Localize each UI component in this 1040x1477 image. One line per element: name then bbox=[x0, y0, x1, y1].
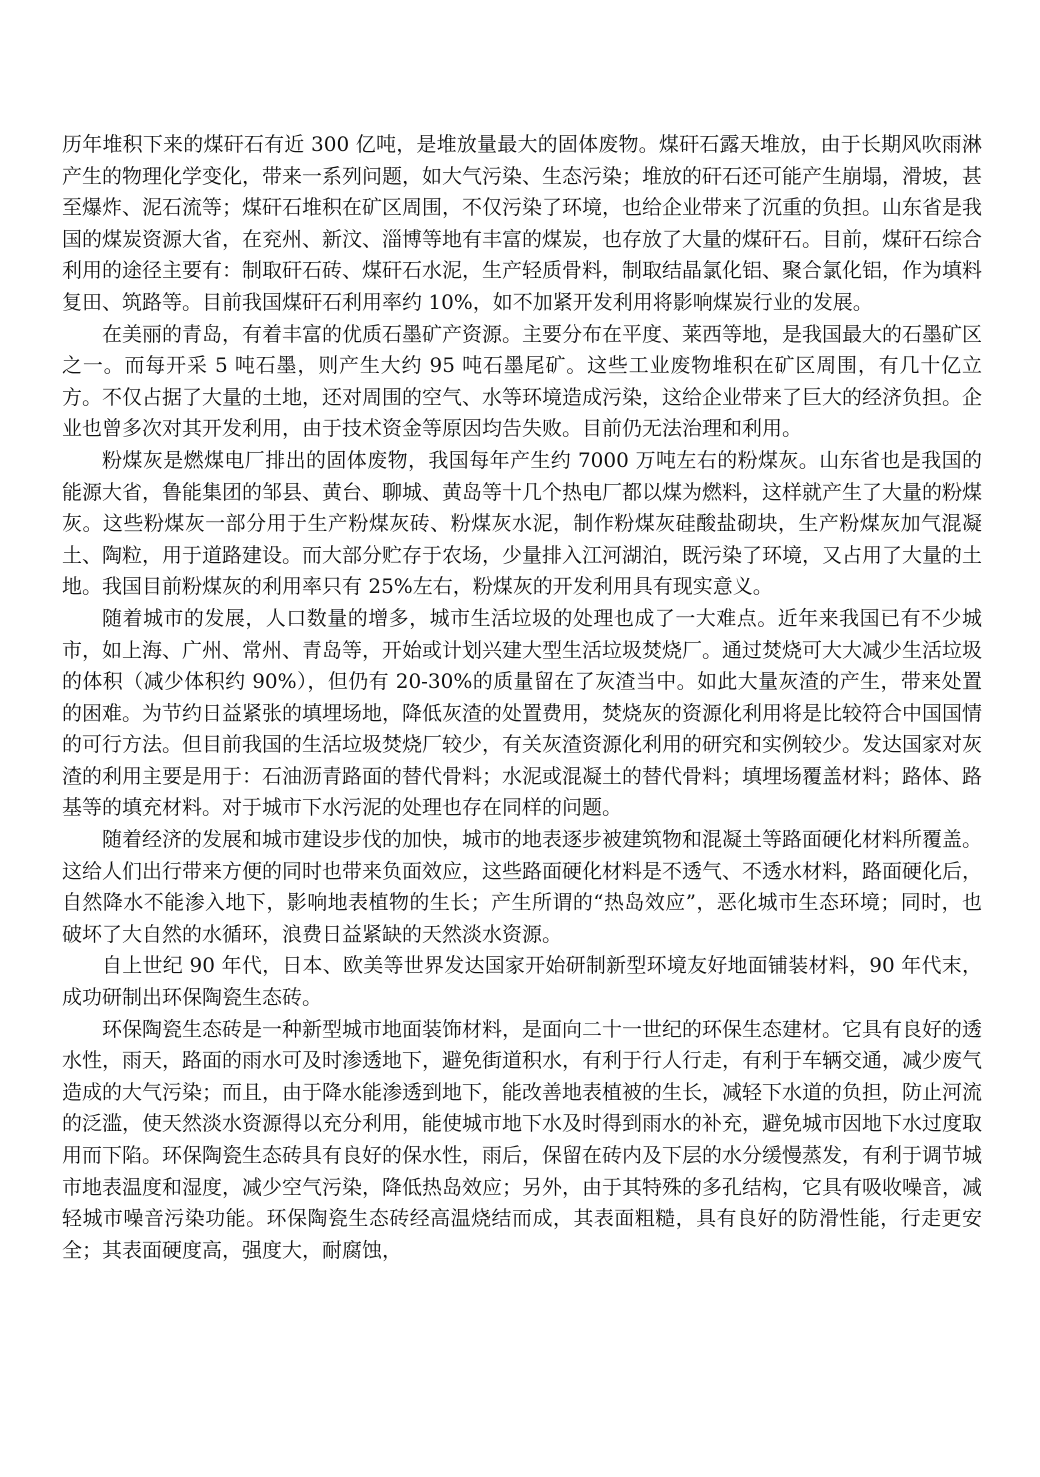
paragraph-incineration-ash: 随着城市的发展，人口数量的增多，城市生活垃圾的处理也成了一大难点。近年来我国已有不少城市，如上海、广州、常州、青岛等，开始或计划兴建大型生活垃圾焚烧厂。通过焚烧可大大减少生活垃圾的体积（减少体积约 90%），但仍有 20-30%的质量留在了灰渣当中。如此大量灰渣的产生，带来处置的困难。为节约日益紧张的填埋场地，降低灰渣的处置费用，焚烧灰的资源化利用将是比较符合中国国情的可行方法。但目前我国的生活垃圾焚烧厂较少，有关灰渣资源化利用的研究和实例较少。发达国家对灰渣的利用主要是用于：石油沥青路面的替代骨料；水泥或混凝土的替代骨料；填埋场覆盖材料；路体、路基等的填充材料。对于城市下水污泥的处理也存在同样的问题。 bbox=[62, 605, 982, 820]
paragraph-history: 自上世纪 90 年代，日本、欧美等世界发达国家开始研制新型环境友好地面铺装材料，90 年代末，成功研制出环保陶瓷生态砖。 bbox=[62, 953, 982, 1010]
paragraph-fly-ash: 粉煤灰是燃煤电厂排出的固体废物，我国每年产生约 7000 万吨左右的粉煤灰。山东省也是我国的能源大省，鲁能集团的邹县、黄台、聊城、黄岛等十几个热电厂都以煤为燃料，这样就产生了大量的粉煤灰。这些粉煤灰一部分用于生产粉煤灰砖、粉煤灰水泥，制作粉煤灰硅酸盐砌块，生产粉煤灰加气混凝土、陶粒，用于道路建设。而大部分贮存于农场，少量排入江河湖泊，既污染了环境，又占用了大量的土地。我国目前粉煤灰的利用率只有 25%左右，粉煤灰的开发利用具有现实意义。 bbox=[62, 447, 982, 599]
paragraph-hardened-roads: 随着经济的发展和城市建设步伐的加快，城市的地表逐步被建筑物和混凝土等路面硬化材料所覆盖。这给人们出行带来方便的同时也带来负面效应，这些路面硬化材料是不透气、不透水材料，路面硬化后，自然降水不能渗入地下，影响地表植物的生长；产生所谓的“热岛效应”，恶化城市生态环境；同时，也破坏了大自然的水循环，浪费日益紧缺的天然淡水资源。 bbox=[62, 827, 982, 946]
paragraph-graphite-tailings: 在美丽的青岛，有着丰富的优质石墨矿产资源。主要分布在平度、莱西等地，是我国最大的石墨矿区之一。而每开采 5 吨石墨，则产生大约 95 吨石墨尾矿。这些工业废物堆积在矿区周围，有几十亿立方。不仅占据了大量的土地，还对周围的空气、水等环境造成污染，这给企业带来了巨大的经济负担。企业也曾多次对其开发利用，由于技术资金等原因均告失败。目前仍无法治理和利用。 bbox=[62, 321, 982, 441]
document-body bbox=[62, 129, 982, 1266]
paragraph-eco-brick: 环保陶瓷生态砖是一种新型城市地面装饰材料，是面向二十一世纪的环保生态建材。它具有良好的透水性，雨天，路面的雨水可及时渗透地下，避免街道积水，有利于行人行走，有利于车辆交通，减少废气造成的大气污染；而且，由于降水能渗透到地下，能改善地表植被的生长，减轻下水道的负担，防止河流的泛滥，使天然淡水资源得以充分利用，能使城市地下水及时得到雨水的补充，避免城市因地下水过度取用而下陷。环保陶瓷生态砖具有良好的保水性，雨后，保留在砖内及下层的水分缓慢蒸发，有利于调节城市地表温度和湿度，减少空气污染，降低热岛效应；另外，由于其特殊的多孔结构，它具有吸收噪音，减轻城市噪音污染功能。环保陶瓷生态砖经高温烧结而成，其表面粗糙，具有良好的防滑性能，行走更安全；其表面硬度高，强度大，耐腐蚀， bbox=[62, 1016, 982, 1262]
paragraph-coal-gangue: 历年堆积下来的煤矸石有近 300 亿吨，是堆放量最大的固体废物。煤矸石露天堆放，由于长期风吹雨淋产生的物理化学变化，带来一系列问题，如大气污染、生态污染；堆放的矸石还可能产生崩塌，滑坡，甚至爆炸、泥石流等；煤矸石堆积在矿区周围，不仅污染了环境，也给企业带来了沉重的负担。山东省是我国的煤炭资源大省，在兖州、新汶、淄博等地有丰富的煤炭，也存放了大量的煤矸石。目前，煤矸石综合利用的途径主要有：制取矸石砖、煤矸石水泥，生产轻质骨料，制取结晶氯化铝、聚合氯化铝，作为填料复田、筑路等。目前我国煤矸石利用率约 10%，如不加紧开发利用将影响煤炭行业的发展。 bbox=[62, 132, 982, 314]
